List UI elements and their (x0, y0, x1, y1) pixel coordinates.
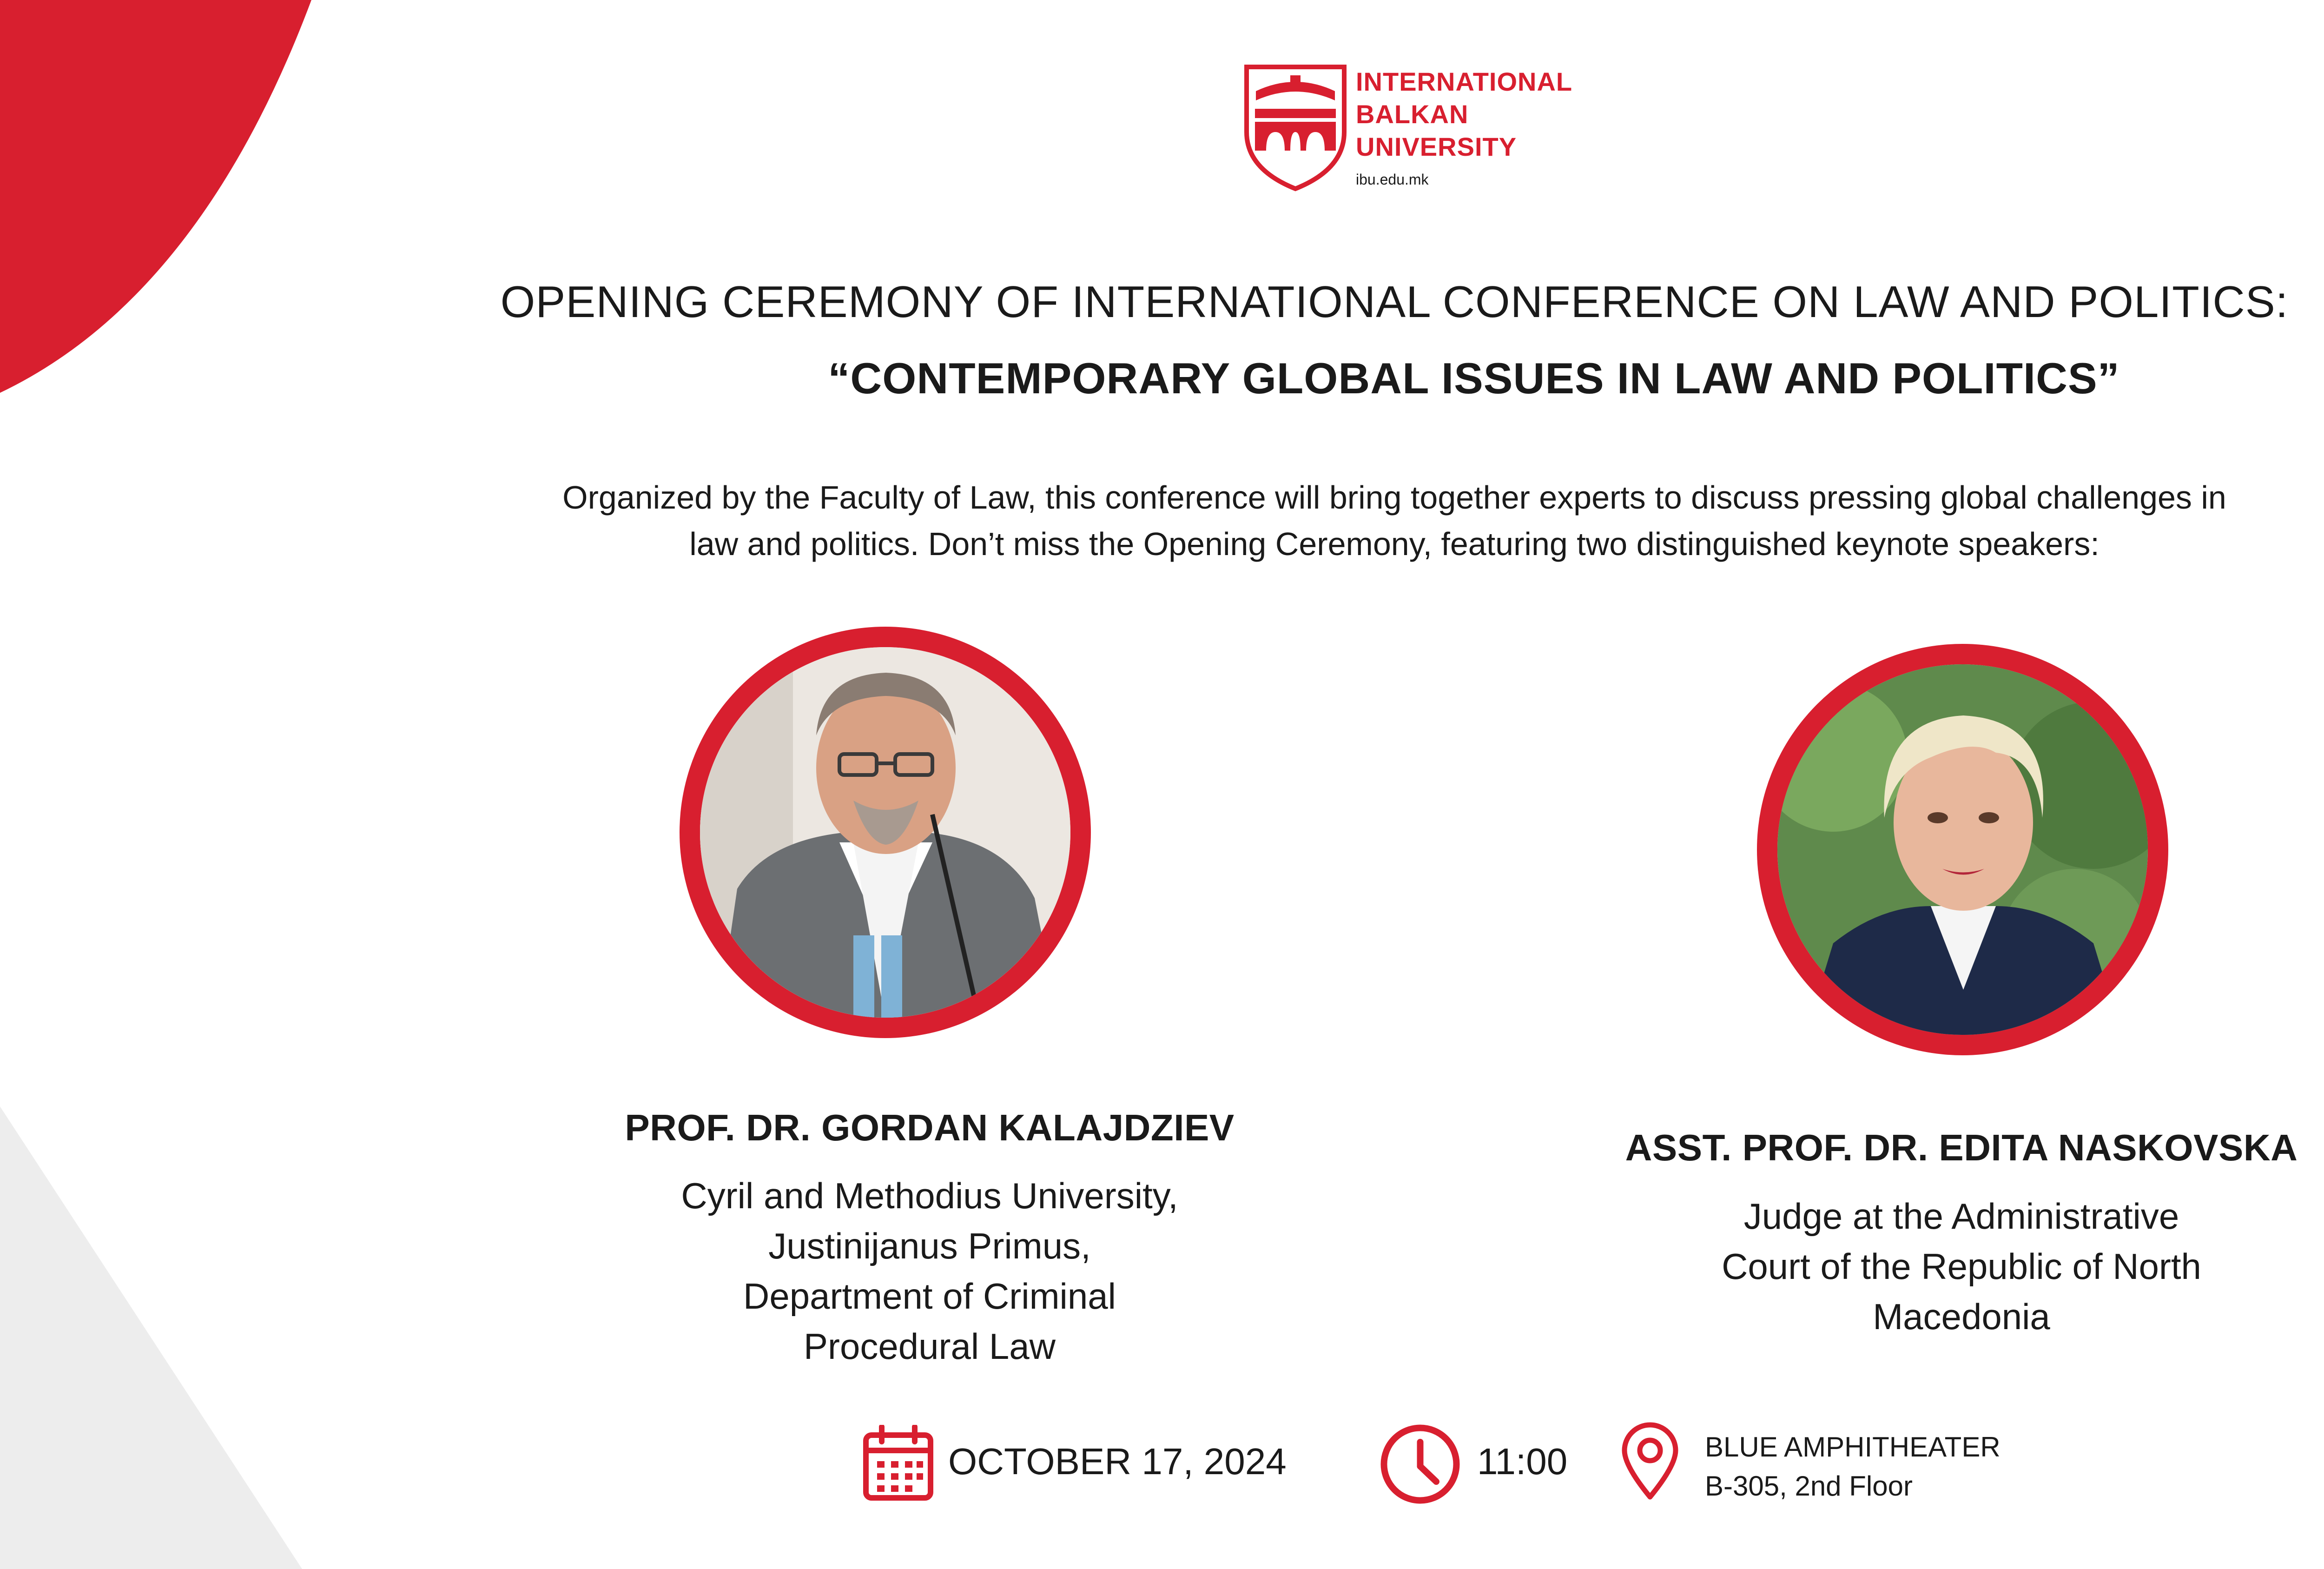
speaker-1-affiliation-line: Cyril and Methodius University, (681, 1175, 1178, 1216)
venue-room: B-305, 2nd Floor (1705, 1470, 1913, 1502)
logo-line-3: UNIVERSITY (1356, 132, 1517, 161)
event-title-line-1: OPENING CEREMONY OF INTERNATIONAL CONFERENCE ON LAW AND POLITICS: (500, 277, 2289, 327)
top-left-red-shape (0, 0, 311, 393)
speaker-1-affiliation (465, 1171, 1394, 1371)
bottom-left-gray-shape (0, 1106, 302, 1569)
speaker-2-affiliation (1497, 1191, 2324, 1342)
speaker-1-affiliation-line: Procedural Law (804, 1326, 1056, 1367)
bridge-shield-icon (1242, 62, 1349, 192)
event-time: 11:00 (1477, 1441, 1568, 1482)
event-title-line-2: “CONTEMPORARY GLOBAL ISSUES IN LAW AND POLITICS” (828, 354, 2120, 403)
university-logo (1242, 62, 1573, 197)
speaker-2-portrait (1757, 644, 2168, 1055)
speaker-2-photo (1777, 664, 2148, 1035)
logo-website: ibu.edu.mk (1356, 171, 1429, 188)
speaker-1-affiliation-line: Department of Criminal (743, 1276, 1116, 1317)
speaker-2-affiliation-line: Judge at the Administrative (1743, 1196, 2179, 1237)
logo-line-1: INTERNATIONAL (1356, 67, 1573, 96)
calendar-icon (862, 1425, 934, 1502)
event-date: OCTOBER 17, 2024 (948, 1441, 1287, 1482)
clock-icon (1380, 1423, 1461, 1505)
event-description: Organized by the Faculty of Law, this conference will bring together experts to discuss pressing global challenges in law and politics. Don’t miss the Opening Ceremony, featuring two distinguished keynote speakers: (562, 479, 2226, 562)
speaker-2-affiliation-line: Court of the Republic of North (1722, 1246, 2201, 1287)
speaker-2-name: ASST. PROF. DR. EDITA NASKOVSKA (1625, 1127, 2298, 1168)
logo-line-2: BALKAN (1356, 99, 1469, 129)
location-pin-icon (1620, 1422, 1680, 1501)
speaker-1-photo (700, 647, 1070, 1018)
speaker-1-name: PROF. DR. GORDAN KALAJDZIEV (625, 1107, 1235, 1148)
venue-name: BLUE AMPHITHEATER (1705, 1431, 2000, 1463)
speaker-1-portrait (680, 627, 1091, 1038)
speaker-1-affiliation-line: Justinijanus Primus, (768, 1225, 1091, 1266)
speaker-2-affiliation-line: Macedonia (1873, 1296, 2050, 1337)
